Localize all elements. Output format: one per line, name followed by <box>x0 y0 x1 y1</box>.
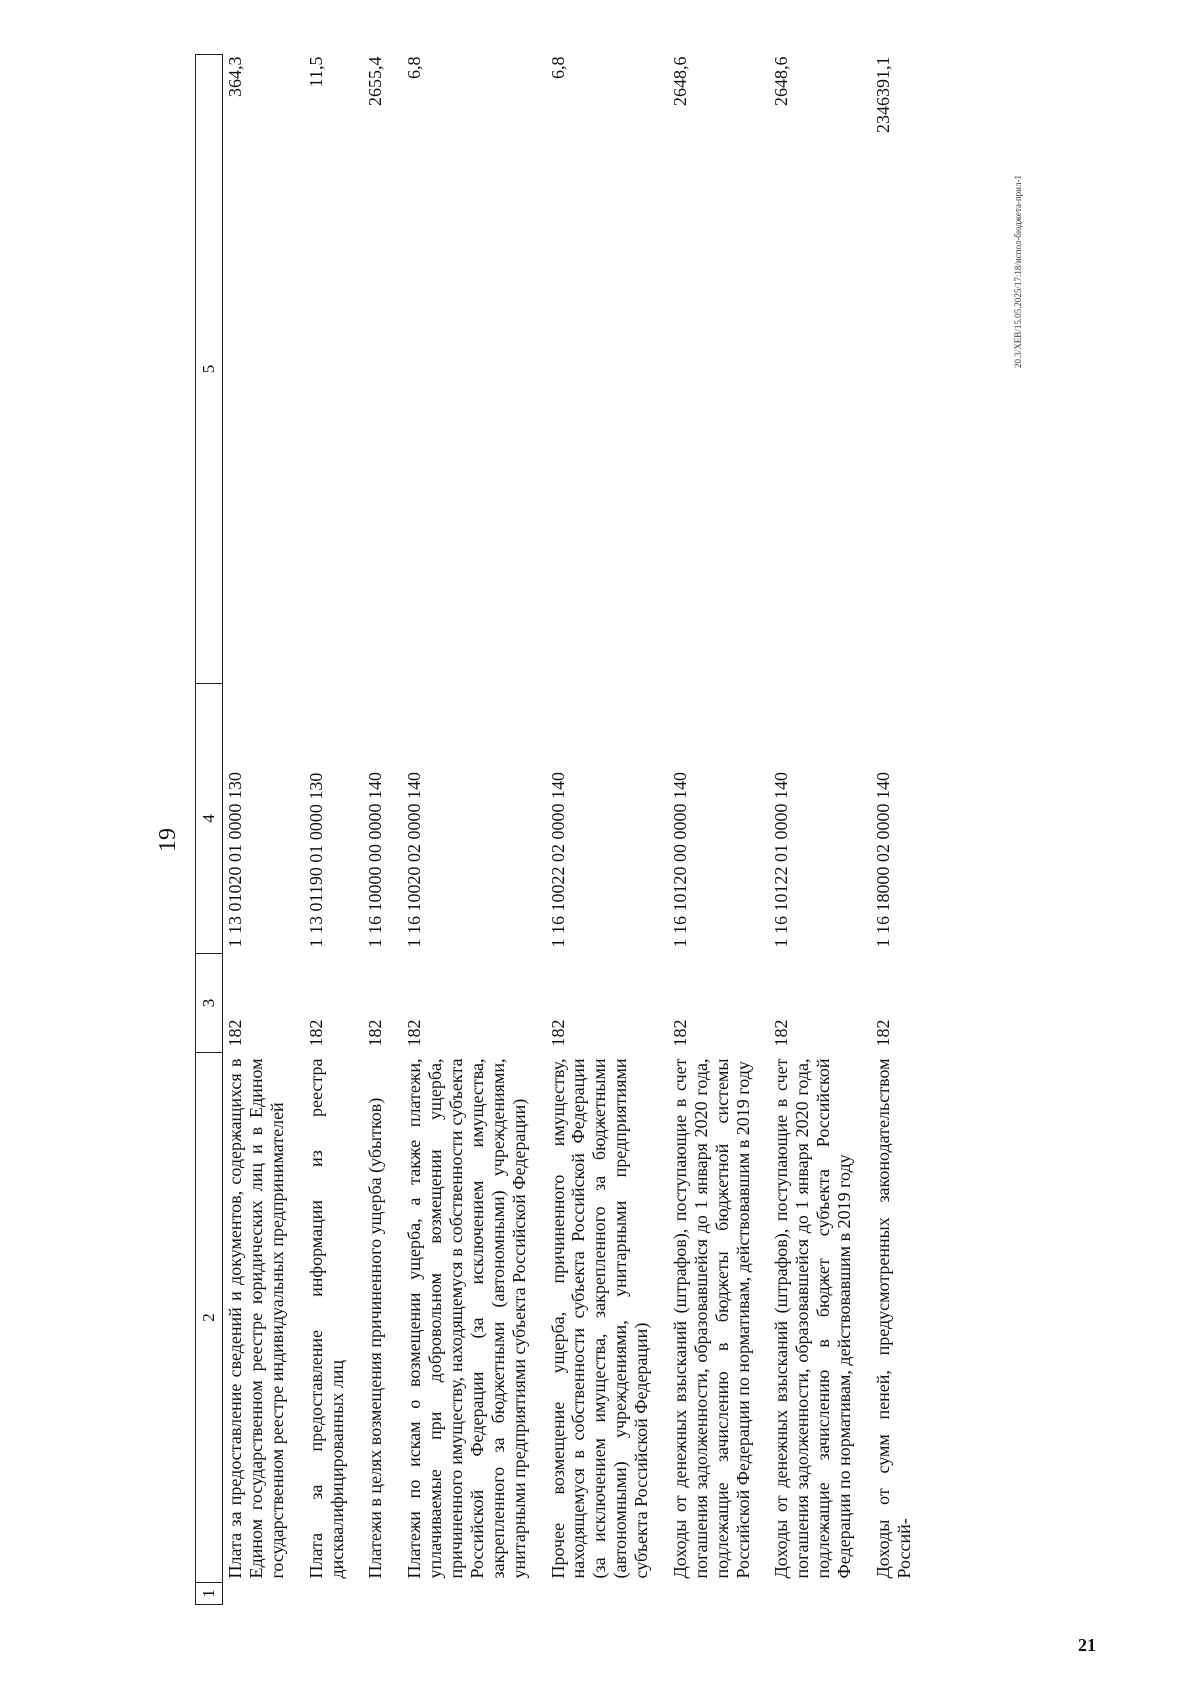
page-number: 19 <box>155 828 181 852</box>
budget-classification-code: 1 16 10020 02 0000 140 <box>404 772 425 948</box>
amount: 6,8 <box>547 56 568 79</box>
amount: 2648,6 <box>669 56 690 106</box>
budget-classification-code: 1 16 10122 01 0000 140 <box>771 772 792 948</box>
revenue-name: Доходы от денежных взысканий (штрафов), поступающие в счет погашения задолженности, образовавшейся до 1 января 2020 года, подлежащие зачислению в бюджеты бюджетной системы Российской Федерации по нормативам, действовавшим в 2019 году <box>669 1058 753 1579</box>
admin-code: 182 <box>365 1019 386 1047</box>
budget-classification-code: 1 16 10000 00 0000 140 <box>365 772 386 948</box>
column-header: 3 <box>196 954 223 1053</box>
table-row <box>355 55 394 1605</box>
budget-classification-code: 1 16 10022 02 0000 140 <box>547 772 568 948</box>
admin-code: 182 <box>305 1019 326 1047</box>
amount: 6,8 <box>404 56 425 79</box>
amount: 2655,4 <box>365 56 386 106</box>
table-row <box>863 55 923 1605</box>
budget-classification-code: 1 16 10120 00 0000 140 <box>669 772 690 948</box>
revenue-table <box>195 54 923 1605</box>
revenue-name: Плата за предоставление сведений и документов, содержащихся в Едином государственном реестре юридических лиц и в Едином государственном реестре индивидуальных предпринимателей <box>225 1058 287 1579</box>
amount: 11,5 <box>305 56 326 88</box>
admin-code: 182 <box>225 1019 245 1047</box>
admin-code: 182 <box>547 1019 568 1047</box>
admin-code: 182 <box>872 1019 893 1047</box>
revenue-name: Прочее возмещение ущерба, причиненного имуществу, находящемуся в собственности субъекта Российской Федерации (за исключением имущества, закрепленного за бюджетными (автономными) учреждениями, унитарными предприятиями субъекта Российской Федерации) <box>547 1058 651 1579</box>
rotated-page <box>155 56 1035 1610</box>
admin-code: 182 <box>404 1019 425 1047</box>
document-code: 20.3/ХЕВ/15.05.2025/17:18/испол-бюджета-прил-1 <box>1013 175 1023 368</box>
budget-classification-code: 1 16 18000 02 0000 140 <box>872 772 893 948</box>
column-header: 1 <box>196 1583 223 1605</box>
revenue-name: Платежи в целях возмещения причиненного ущерба (убытков) <box>365 1097 386 1579</box>
table-row <box>538 55 660 1605</box>
amount: 2346391,1 <box>872 56 893 133</box>
revenue-name: Платежи по искам о возмещении ущерба, а также платежи, уплачиваемые при добровольном возмещении ущерба, причиненного имуществу, находящемуся в собственности субъекта Российской Федерации (за исключением имущества, закрепленного за бюджетными (автономными) учреждениями, унитарными предприятиями субъекта Российской Федерации) <box>404 1058 529 1579</box>
table-row <box>761 55 863 1605</box>
table-row <box>296 55 356 1605</box>
revenue-name: Доходы от денежных взысканий (штрафов), поступающие в счет погашения задолженности, образовавшейся до 1 января 2020 года, подлежащие зачислению в бюджет субъекта Российской Федерации по нормативам, действовавшим в 2019 году <box>771 1058 854 1579</box>
table-row <box>394 55 537 1605</box>
table-header-row <box>196 55 223 1605</box>
budget-classification-code: 1 13 01020 01 0000 130 <box>225 772 245 948</box>
amount: 364,3 <box>225 56 245 97</box>
revenue-name: Доходы от сумм пеней, предусмотренных законодательством Россий- <box>872 1058 914 1579</box>
column-header: 4 <box>196 684 223 954</box>
column-header: 5 <box>196 55 223 684</box>
table-row <box>660 55 762 1605</box>
budget-classification-code: 1 13 01190 01 0000 130 <box>305 772 326 948</box>
column-header: 2 <box>196 1053 223 1583</box>
admin-code: 182 <box>669 1019 690 1047</box>
table-row <box>223 55 296 1605</box>
revenue-name: Плата за предоставление информации из реестра дисквалифицированных лиц <box>305 1058 347 1579</box>
admin-code: 182 <box>771 1019 792 1047</box>
sheet-number: 21 <box>1078 1635 1096 1655</box>
amount: 2648,6 <box>771 56 792 106</box>
